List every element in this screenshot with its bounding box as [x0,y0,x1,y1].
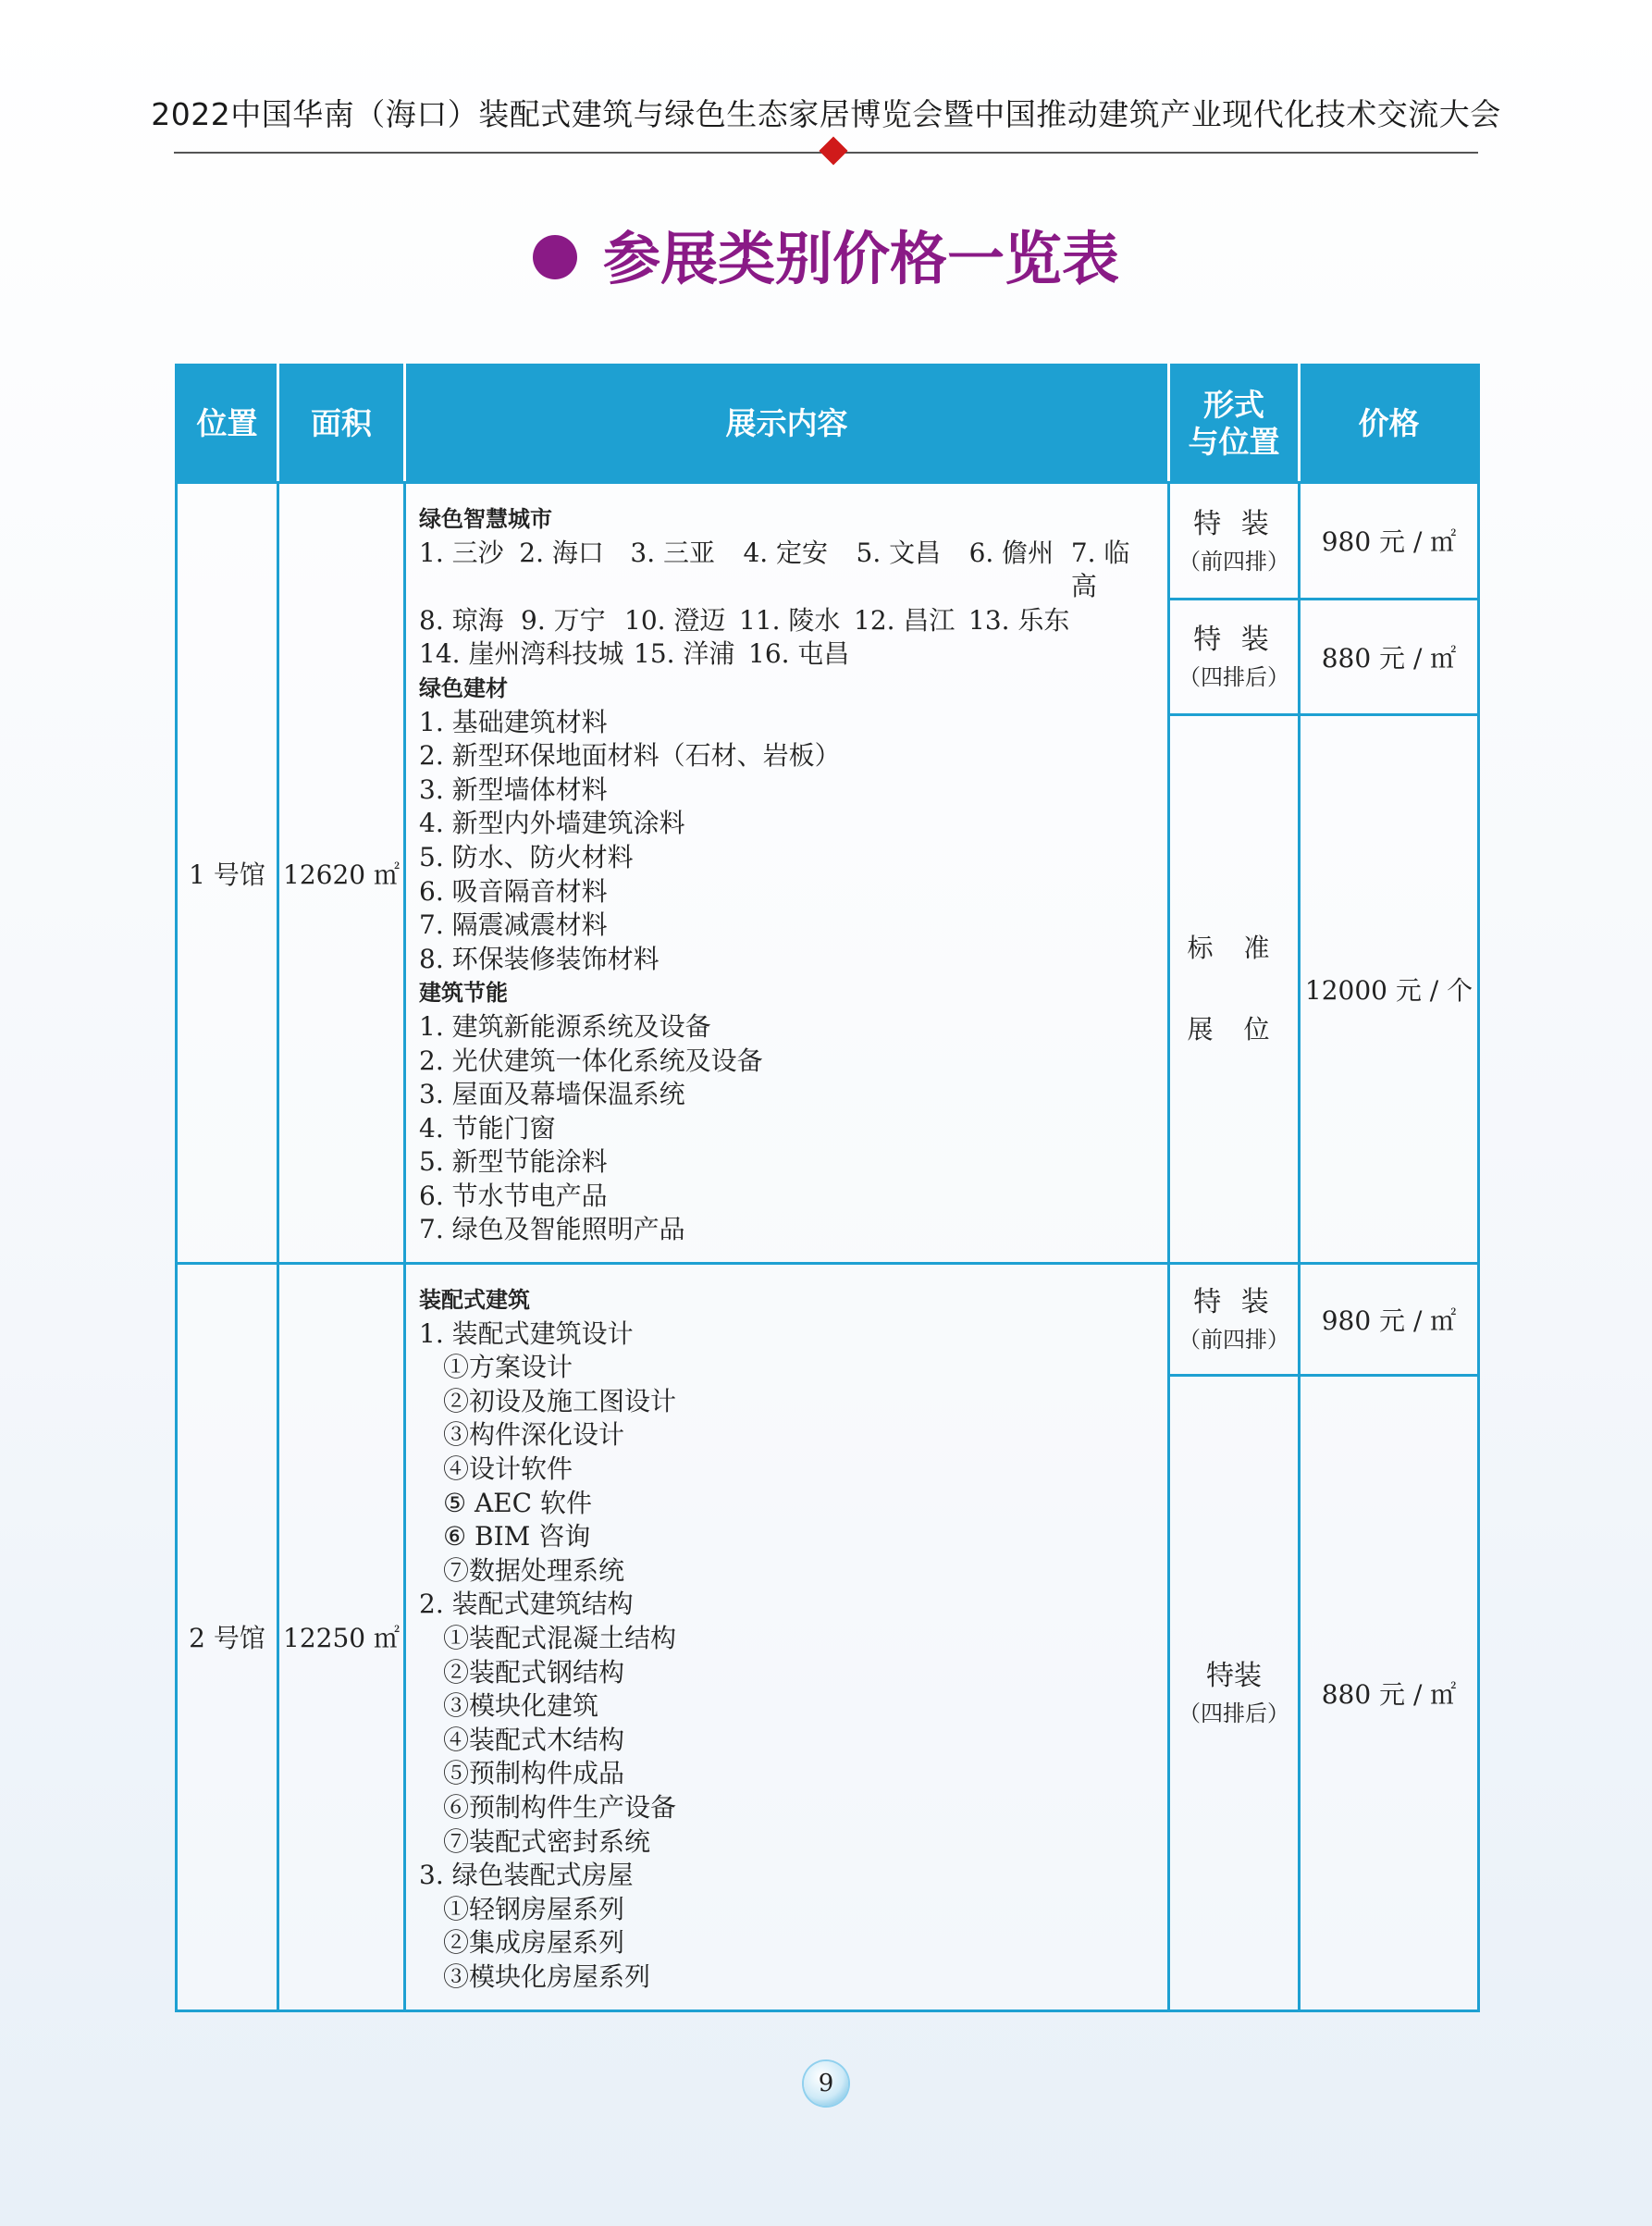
group-title: 1. 装配式建筑设计 [419,1317,634,1349]
list-item: 4. 定安 [743,537,829,568]
list-item: ②集成房屋系列 [443,1927,625,1959]
list-item: 10. 澄迈 [624,604,726,636]
form-label: 特 装 [1193,1286,1275,1319]
category-title: 建筑节能 [419,980,508,1007]
list-item: 7. 隔震减震材料 [419,909,608,941]
header-area: 面积 [278,365,405,483]
list-item: 11. 陵水 [739,604,841,636]
list-item: ⑤ AEC 软件 [443,1487,592,1518]
list-item: 3. 屋面及幕墙保温系统 [419,1079,685,1110]
list-item: 14. 崖州湾科技城 [419,638,624,670]
list-item: ⑥ BIM 咨询 [443,1521,591,1552]
form-label: 特 装 [1193,507,1275,540]
list-item: 4. 新型内外墙建筑涂料 [419,808,685,839]
header-title: 2022中国华南（海口）装配式建筑与绿色生态家居博览会暨中国推动建筑产业现代化技术交流大会 [151,96,1501,132]
list-item: 8. 琼海 [419,604,504,636]
hall2-content [405,1264,1169,2010]
list-item: 5. 新型节能涂料 [419,1146,608,1178]
header-form-line2: 与位置 [1188,424,1280,460]
list-item: 9. 万宁 [521,604,606,636]
list-item: 6. 节水节电产品 [419,1180,608,1211]
list-item: ③构件深化设计 [443,1419,625,1451]
hall2-form-1 [1169,1264,1300,1376]
group-title: 3. 绿色装配式房屋 [419,1860,634,1891]
list-item: ②装配式钢结构 [443,1656,625,1688]
hall2-form-2 [1169,1375,1300,2010]
header-form [1169,365,1300,483]
list-item: ④装配式木结构 [443,1724,625,1755]
table-header-row [177,365,1479,483]
hall1-form-3 [1169,715,1300,1264]
list-item: 5. 文昌 [856,537,942,568]
list-item: 5. 防水、防火材料 [419,841,634,872]
form-position: （前四排） [1178,1327,1289,1354]
list-item: ①方案设计 [443,1352,573,1383]
header-content: 展示内容 [405,365,1169,483]
hall1-content [405,483,1169,1264]
category-title: 装配式建筑 [419,1287,530,1314]
list-item: 15. 洋浦 [634,638,735,670]
list-item: 6. 儋州 [968,537,1054,568]
list-item: ①轻钢房屋系列 [443,1893,625,1924]
hall2-location: 2 号馆 [177,1264,278,2010]
list-item: ⑦装配式密封系统 [443,1825,651,1857]
form-label: 特装 [1206,1660,1262,1693]
form-position: （四排后） [1178,1700,1289,1727]
hall1-form-2 [1169,599,1300,715]
group-title: 2. 装配式建筑结构 [419,1589,634,1620]
form-position: （四排后） [1178,664,1289,691]
header-form-line1: 形式 [1203,387,1264,424]
page-number: 9 [804,2061,848,2106]
list-item: ⑥预制构件生产设备 [443,1791,677,1823]
hall1-form-1 [1169,483,1300,600]
list-item: ③模块化建筑 [443,1690,599,1722]
header-location: 位置 [177,365,278,483]
list-item: 7. 临高 [1070,537,1130,602]
diamond-icon [819,136,847,165]
list-item: ④设计软件 [443,1453,573,1485]
list-item: 8. 环保装修装饰材料 [419,943,660,974]
hall2-price-2: 880 元 / ㎡ [1300,1375,1479,2010]
list-item: 6. 吸音隔音材料 [419,875,608,907]
category-title: 绿色智慧城市 [419,506,552,532]
list-item: 3. 三亚 [630,537,715,568]
hall2-price-1: 980 元 / ㎡ [1300,1264,1479,1376]
price-table [175,364,1480,2012]
list-item: 2. 新型环保地面材料（石材、岩板） [419,740,841,772]
table-row [177,483,1479,600]
hall2-area: 12250 ㎡ [278,1264,405,2010]
hall1-price-1: 980 元 / ㎡ [1300,483,1479,600]
section-title [0,213,1652,295]
list-item: 1. 三沙 [419,537,504,568]
list-item: 3. 新型墙体材料 [419,773,608,805]
section-title-text: 参展类别价格一览表 [602,225,1119,292]
list-item: 13. 乐东 [968,604,1070,636]
hall1-location: 1 号馆 [177,483,278,1264]
form-label: 标 准 [1187,933,1281,964]
city-row [419,637,1154,672]
list-item: 12. 昌江 [854,604,955,636]
list-item: 7. 绿色及智能照明产品 [419,1214,685,1245]
list-item: ③模块化房屋系列 [443,1960,651,1992]
header-price: 价格 [1300,365,1479,483]
form-label: 展 位 [1187,1014,1281,1045]
list-item: ②初设及施工图设计 [443,1385,677,1416]
list-item: 2. 海口 [519,537,604,568]
category-title: 绿色建材 [419,674,508,701]
list-item: 2. 光伏建筑一体化系统及设备 [419,1045,763,1076]
list-item: 4. 节能门窗 [419,1112,556,1144]
bullet-dot-icon [533,235,577,279]
city-row [419,604,1154,638]
form-position: （前四排） [1178,548,1289,575]
list-item: ⑤预制构件成品 [443,1758,625,1789]
hall1-price-3: 12000 元 / 个 [1300,715,1479,1264]
hall1-area: 12620 ㎡ [278,483,405,1264]
list-item: ①装配式混凝土结构 [443,1623,677,1653]
hall1-price-2: 880 元 / ㎡ [1300,599,1479,715]
table-row [177,1264,1479,1376]
list-item: ⑦数据处理系统 [443,1554,625,1586]
list-item: 16. 屯昌 [748,638,850,670]
form-label: 特 装 [1193,624,1275,657]
city-row [419,537,1154,604]
list-item: 1. 建筑新能源系统及设备 [419,1010,711,1042]
list-item: 1. 基础建筑材料 [419,706,608,737]
